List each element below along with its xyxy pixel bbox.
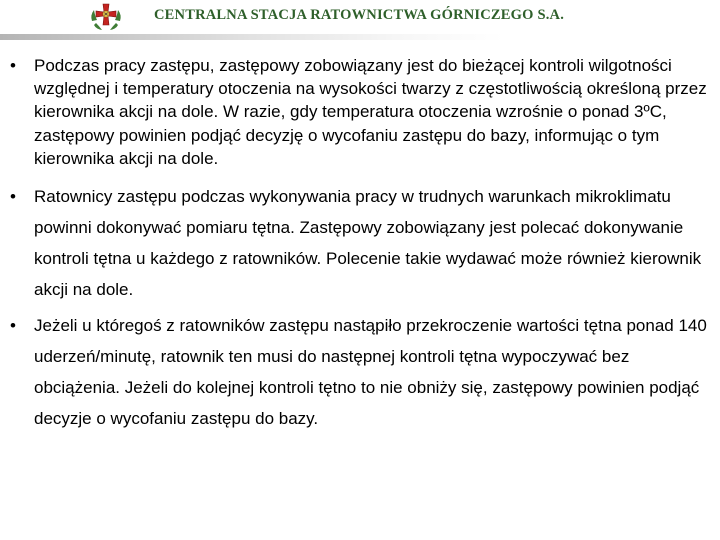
list-item <box>0 181 720 305</box>
bullet-marker: • <box>10 56 16 75</box>
slide-header <box>0 0 720 34</box>
bullet-marker: • <box>10 187 16 207</box>
bullet-text: Ratownicy zastępu podczas wykonywania pracy w trudnych warunkach mikroklimatu powinni dokonywać pomiaru tętna. Zastępowy zobowiązany jest polecać dokonywanie kontroli tętna u każdego z ratowników. Polecenie takie wydawać może również kierownik akcji na dole. <box>34 187 702 300</box>
bullet-list <box>0 54 720 434</box>
bullet-text: Podczas pracy zastępu, zastępowy zobowiązany jest do bieżącej kontroli wilgotności względnej i temperatury otoczenia na wysokości twarzy z częstotliwością określoną przez kierownika akcji na dole. W razie, gdy temperatura otoczenia wzrośnie o ponad 3ºC, zastępowy powinien podjąć decyzję o wycofaniu zastępu do bazy, informując o tym kierownika akcji na dole. <box>34 56 707 168</box>
bullet-marker: • <box>10 316 16 336</box>
header-divider <box>0 34 720 40</box>
list-item <box>0 310 720 434</box>
company-title: CENTRALNA STACJA RATOWNICTWA GÓRNICZEGO S.A. <box>154 7 565 23</box>
mining-rescue-cross-emblem-icon <box>88 1 124 33</box>
bullet-text: Jeżeli u któregoś z ratowników zastępu nastąpiło przekroczenie wartości tętna ponad 140 uderzeń/minutę, ratownik ten musi do następnej kontroli tętna wypoczywać bez obciążenia. Jeżeli do kolejnej kontroli tętno to nie obniży się, zastępowy powinien podjąć decyzje o wycofaniu zastępu do bazy. <box>34 316 707 429</box>
list-item <box>0 54 720 170</box>
